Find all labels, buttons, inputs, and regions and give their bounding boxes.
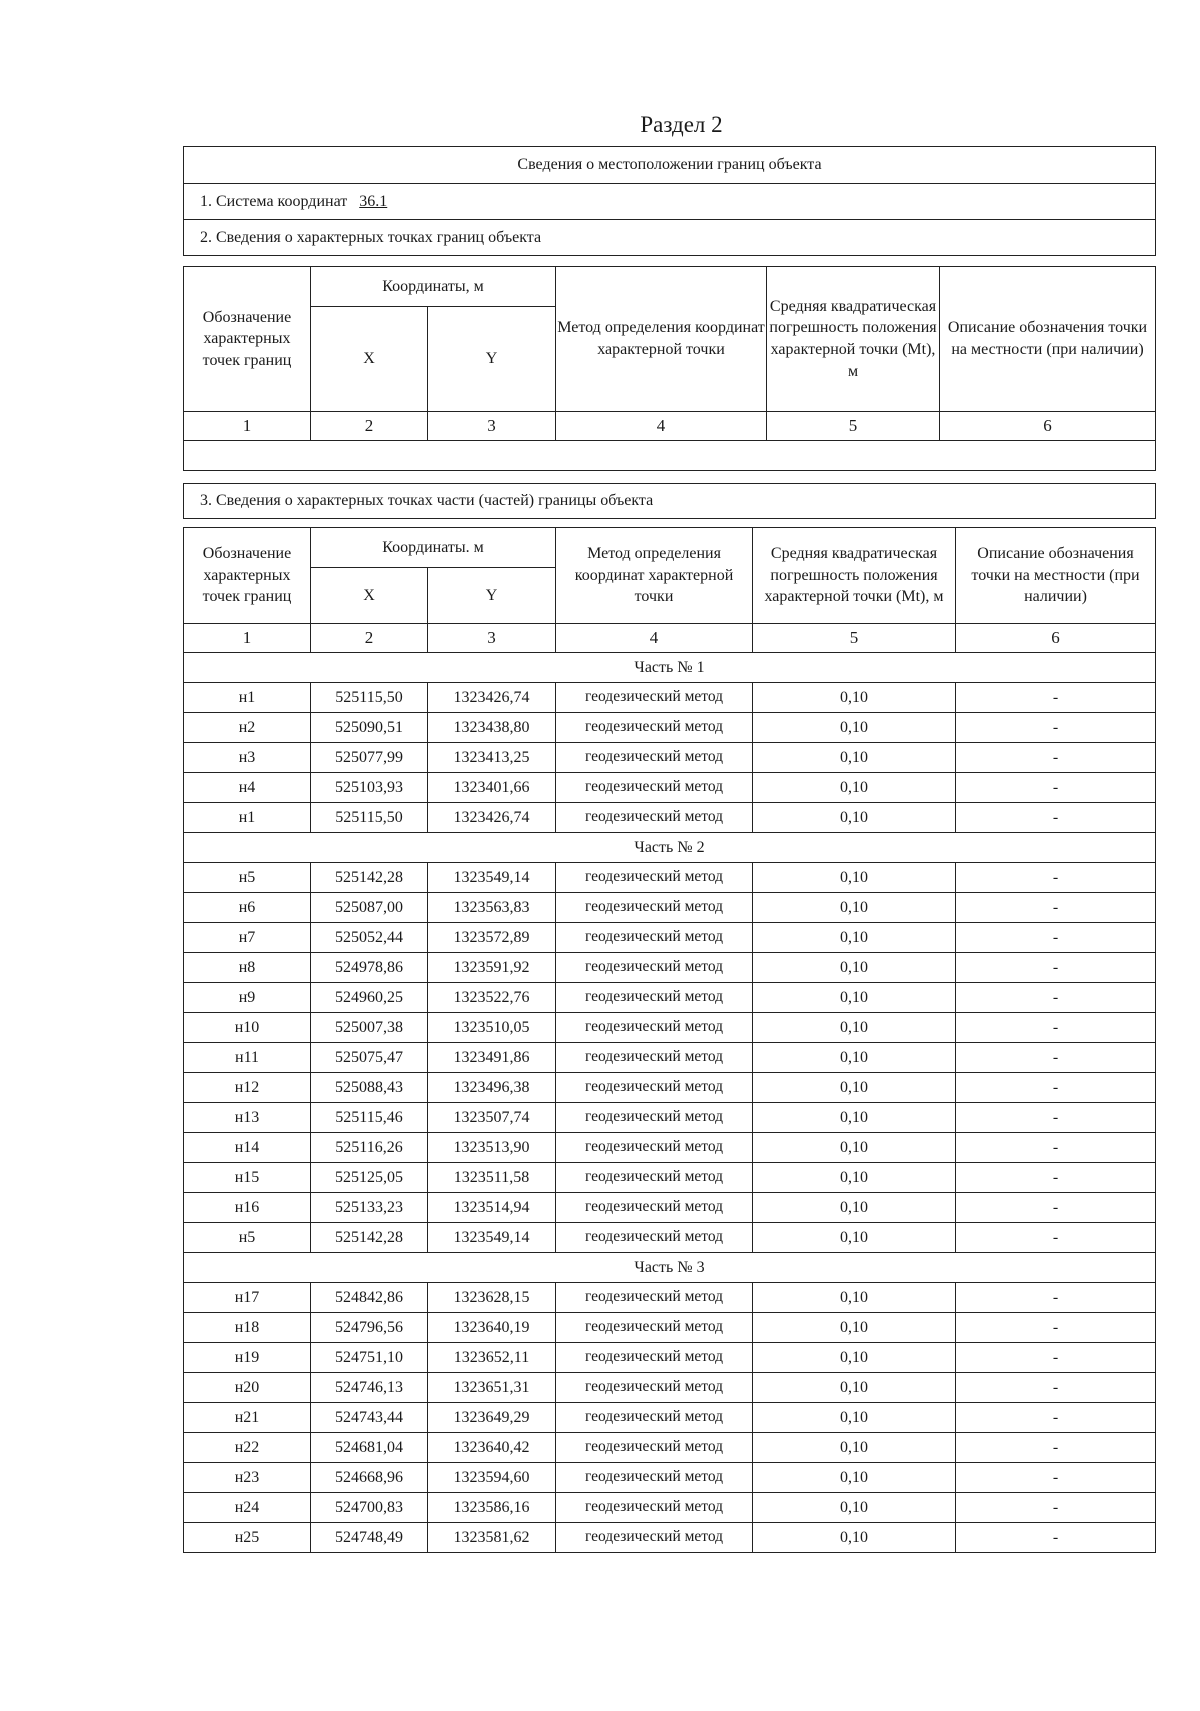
- points-col-number-row: [184, 412, 1156, 441]
- accuracy: 0,10: [753, 1373, 956, 1403]
- col-number: 5: [767, 412, 940, 441]
- accuracy: 0,10: [753, 863, 956, 893]
- point-name: н5: [184, 1223, 311, 1253]
- point-name: н6: [184, 893, 311, 923]
- description: -: [956, 1283, 1156, 1313]
- accuracy: 0,10: [753, 1463, 956, 1493]
- accuracy: 0,10: [753, 983, 956, 1013]
- coord-x: 525125,05: [311, 1163, 428, 1193]
- part-label: Часть № 1: [184, 653, 1156, 683]
- parts-col-accuracy: Средняя квадратическая погрешность положения характерной точки (Mt), м: [753, 528, 956, 624]
- point-name: н19: [184, 1343, 311, 1373]
- point-name: н25: [184, 1523, 311, 1553]
- parts-heading: 3. Сведения о характерных точках части (частей) границы объекта: [184, 484, 1156, 519]
- points-col-y: Y: [428, 307, 556, 412]
- coord-x: 525075,47: [311, 1043, 428, 1073]
- coord-x: 524668,96: [311, 1463, 428, 1493]
- method: геодезический метод: [556, 893, 753, 923]
- coord-y: 1323507,74: [428, 1103, 556, 1133]
- points-heading: 2. Сведения о характерных точках границ объекта: [184, 220, 1156, 256]
- method: геодезический метод: [556, 953, 753, 983]
- description: -: [956, 1343, 1156, 1373]
- coordinate-system-label: 1. Система координат: [200, 192, 348, 210]
- coord-x: 524960,25: [311, 983, 428, 1013]
- description: -: [956, 1523, 1156, 1553]
- table-row: [184, 803, 1156, 833]
- table-row: [184, 1223, 1156, 1253]
- point-name: н13: [184, 1103, 311, 1133]
- description: -: [956, 863, 1156, 893]
- coord-x: 525087,00: [311, 893, 428, 923]
- coord-y: 1323563,83: [428, 893, 556, 923]
- points-col-designation: Обозначение характерных точек границ: [184, 267, 311, 412]
- part-label: Часть № 2: [184, 833, 1156, 863]
- coord-y: 1323496,38: [428, 1073, 556, 1103]
- method: геодезический метод: [556, 863, 753, 893]
- coord-y: 1323413,25: [428, 743, 556, 773]
- coord-x: 524681,04: [311, 1433, 428, 1463]
- section-title: Раздел 2: [640, 112, 723, 137]
- point-name: н22: [184, 1433, 311, 1463]
- accuracy: 0,10: [753, 803, 956, 833]
- point-name: н20: [184, 1373, 311, 1403]
- accuracy: 0,10: [753, 1283, 956, 1313]
- accuracy: 0,10: [753, 773, 956, 803]
- coord-y: 1323522,76: [428, 983, 556, 1013]
- accuracy: 0,10: [753, 1193, 956, 1223]
- parts-col-designation: Обозначение характерных точек границ: [184, 528, 311, 624]
- point-name: н9: [184, 983, 311, 1013]
- col-number: 5: [753, 624, 956, 653]
- coord-y: 1323510,05: [428, 1013, 556, 1043]
- description: -: [956, 1433, 1156, 1463]
- point-name: н5: [184, 863, 311, 893]
- point-name: н17: [184, 1283, 311, 1313]
- coord-x: 524751,10: [311, 1343, 428, 1373]
- coord-y: 1323628,15: [428, 1283, 556, 1313]
- description: -: [956, 1043, 1156, 1073]
- method: геодезический метод: [556, 683, 753, 713]
- coord-x: 524700,83: [311, 1493, 428, 1523]
- coord-x: 525142,28: [311, 1223, 428, 1253]
- method: геодезический метод: [556, 1313, 753, 1343]
- description: -: [956, 1223, 1156, 1253]
- coord-y: 1323426,74: [428, 683, 556, 713]
- method: геодезический метод: [556, 713, 753, 743]
- description: -: [956, 683, 1156, 713]
- coord-x: 525088,43: [311, 1073, 428, 1103]
- table-row: [184, 1523, 1156, 1553]
- coordinate-system-value: 36.1: [359, 192, 388, 210]
- accuracy: 0,10: [753, 1313, 956, 1343]
- coord-x: 525116,26: [311, 1133, 428, 1163]
- coord-x: 525115,46: [311, 1103, 428, 1133]
- method: геодезический метод: [556, 1343, 753, 1373]
- method: геодезический метод: [556, 1223, 753, 1253]
- coord-x: 524842,86: [311, 1283, 428, 1313]
- coord-x: 525142,28: [311, 863, 428, 893]
- object-info-title: Сведения о местоположении границ объекта: [184, 147, 1156, 184]
- table-row: [184, 713, 1156, 743]
- accuracy: 0,10: [753, 1493, 956, 1523]
- part-label: Часть № 3: [184, 1253, 1156, 1283]
- point-name: н3: [184, 743, 311, 773]
- method: геодезический метод: [556, 743, 753, 773]
- table-row: [184, 923, 1156, 953]
- accuracy: 0,10: [753, 743, 956, 773]
- coord-y: 1323511,58: [428, 1163, 556, 1193]
- table-row: [184, 1463, 1156, 1493]
- accuracy: 0,10: [753, 683, 956, 713]
- coord-y: 1323401,66: [428, 773, 556, 803]
- col-number: 1: [184, 412, 311, 441]
- method: геодезический метод: [556, 773, 753, 803]
- method: геодезический метод: [556, 1463, 753, 1493]
- coord-y: 1323549,14: [428, 863, 556, 893]
- description: -: [956, 1493, 1156, 1523]
- table-row: [184, 1163, 1156, 1193]
- coord-y: 1323581,62: [428, 1523, 556, 1553]
- method: геодезический метод: [556, 1103, 753, 1133]
- coord-y: 1323640,42: [428, 1433, 556, 1463]
- point-name: н11: [184, 1043, 311, 1073]
- boundary-points-table: [183, 266, 1156, 471]
- description: -: [956, 983, 1156, 1013]
- method: геодезический метод: [556, 1163, 753, 1193]
- table-row: [184, 1313, 1156, 1343]
- description: -: [956, 1373, 1156, 1403]
- parts-col-description: Описание обозначения точки на местности (при наличии): [956, 528, 1156, 624]
- description: -: [956, 1403, 1156, 1433]
- method: геодезический метод: [556, 1433, 753, 1463]
- accuracy: 0,10: [753, 1223, 956, 1253]
- coord-y: 1323640,19: [428, 1313, 556, 1343]
- table-row: [184, 1343, 1156, 1373]
- table-row: [184, 953, 1156, 983]
- table-row: [184, 1283, 1156, 1313]
- accuracy: 0,10: [753, 1073, 956, 1103]
- table-row: [184, 1403, 1156, 1433]
- coord-x: 524743,44: [311, 1403, 428, 1433]
- method: геодезический метод: [556, 1403, 753, 1433]
- coord-x: 525090,51: [311, 713, 428, 743]
- point-name: н23: [184, 1463, 311, 1493]
- description: -: [956, 1103, 1156, 1133]
- points-col-x: X: [311, 307, 428, 412]
- table-row: [184, 983, 1156, 1013]
- table-row: [184, 1073, 1156, 1103]
- accuracy: 0,10: [753, 1343, 956, 1373]
- description: -: [956, 923, 1156, 953]
- method: геодезический метод: [556, 983, 753, 1013]
- description: -: [956, 1163, 1156, 1193]
- accuracy: 0,10: [753, 713, 956, 743]
- table-row: [184, 1433, 1156, 1463]
- table-row: [184, 743, 1156, 773]
- col-number: 2: [311, 412, 428, 441]
- coord-x: 524978,86: [311, 953, 428, 983]
- col-number: 3: [428, 412, 556, 441]
- col-number: 2: [311, 624, 428, 653]
- part-label-row: [184, 1253, 1156, 1283]
- point-name: н8: [184, 953, 311, 983]
- description: -: [956, 1073, 1156, 1103]
- method: геодезический метод: [556, 1193, 753, 1223]
- table-row: [184, 893, 1156, 923]
- point-name: н15: [184, 1163, 311, 1193]
- point-name: н4: [184, 773, 311, 803]
- table-row: [184, 683, 1156, 713]
- method: геодезический метод: [556, 1043, 753, 1073]
- method: геодезический метод: [556, 1523, 753, 1553]
- description: -: [956, 713, 1156, 743]
- description: -: [956, 1313, 1156, 1343]
- coord-x: 525115,50: [311, 803, 428, 833]
- method: геодезический метод: [556, 1013, 753, 1043]
- coord-y: 1323514,94: [428, 1193, 556, 1223]
- coord-y: 1323572,89: [428, 923, 556, 953]
- table-row: [184, 1373, 1156, 1403]
- col-number: 4: [556, 624, 753, 653]
- table-row: [184, 1493, 1156, 1523]
- point-name: н10: [184, 1013, 311, 1043]
- table-row: [184, 863, 1156, 893]
- object-info-box: [183, 146, 1156, 256]
- point-name: н2: [184, 713, 311, 743]
- accuracy: 0,10: [753, 1103, 956, 1133]
- coord-y: 1323549,14: [428, 1223, 556, 1253]
- coord-y: 1323426,74: [428, 803, 556, 833]
- point-name: н24: [184, 1493, 311, 1523]
- point-name: н18: [184, 1313, 311, 1343]
- method: геодезический метод: [556, 1493, 753, 1523]
- parts-col-x: X: [311, 568, 428, 624]
- part-points-table: [183, 527, 1156, 1553]
- accuracy: 0,10: [753, 1043, 956, 1073]
- coord-y: 1323649,29: [428, 1403, 556, 1433]
- accuracy: 0,10: [753, 953, 956, 983]
- col-number: 1: [184, 624, 311, 653]
- part-label-row: [184, 653, 1156, 683]
- coord-x: 525133,23: [311, 1193, 428, 1223]
- description: -: [956, 1013, 1156, 1043]
- description: -: [956, 743, 1156, 773]
- table-row: [184, 1043, 1156, 1073]
- parts-col-y: Y: [428, 568, 556, 624]
- description: -: [956, 773, 1156, 803]
- point-name: н14: [184, 1133, 311, 1163]
- accuracy: 0,10: [753, 1433, 956, 1463]
- points-col-method: Метод определения координат характерной точки: [556, 267, 767, 412]
- table-row: [184, 773, 1156, 803]
- coord-x: 525077,99: [311, 743, 428, 773]
- table-row: [184, 1103, 1156, 1133]
- points-col-description: Описание обозначения точки на местности (при наличии): [940, 267, 1156, 412]
- accuracy: 0,10: [753, 893, 956, 923]
- coord-y: 1323591,92: [428, 953, 556, 983]
- coordinate-system-row: [184, 184, 1156, 220]
- accuracy: 0,10: [753, 1523, 956, 1553]
- coord-x: 525115,50: [311, 683, 428, 713]
- parts-col-method: Метод определения координат характерной точки: [556, 528, 753, 624]
- accuracy: 0,10: [753, 1133, 956, 1163]
- description: -: [956, 1133, 1156, 1163]
- coord-y: 1323513,90: [428, 1133, 556, 1163]
- description: -: [956, 1463, 1156, 1493]
- method: геодезический метод: [556, 1073, 753, 1103]
- coord-x: 524796,56: [311, 1313, 428, 1343]
- col-number: 6: [956, 624, 1156, 653]
- coord-x: 525007,38: [311, 1013, 428, 1043]
- description: -: [956, 803, 1156, 833]
- table-row: [184, 1133, 1156, 1163]
- col-number: 6: [940, 412, 1156, 441]
- coord-y: 1323652,11: [428, 1343, 556, 1373]
- points-empty-row: [184, 441, 1156, 471]
- description: -: [956, 953, 1156, 983]
- coord-x: 524746,13: [311, 1373, 428, 1403]
- point-name: н1: [184, 683, 311, 713]
- method: геодезический метод: [556, 1283, 753, 1313]
- points-col-accuracy: Средняя квадратическая погрешность положения характерной точки (Mt), м: [767, 267, 940, 412]
- coord-y: 1323438,80: [428, 713, 556, 743]
- parts-col-coords: Координаты. м: [311, 528, 556, 568]
- accuracy: 0,10: [753, 923, 956, 953]
- accuracy: 0,10: [753, 1013, 956, 1043]
- accuracy: 0,10: [753, 1403, 956, 1433]
- description: -: [956, 893, 1156, 923]
- coord-y: 1323586,16: [428, 1493, 556, 1523]
- parts-col-number-row: [184, 624, 1156, 653]
- table-row: [184, 1193, 1156, 1223]
- method: геодезический метод: [556, 1133, 753, 1163]
- description: -: [956, 1193, 1156, 1223]
- coord-y: 1323594,60: [428, 1463, 556, 1493]
- point-name: н12: [184, 1073, 311, 1103]
- coord-x: 524748,49: [311, 1523, 428, 1553]
- accuracy: 0,10: [753, 1163, 956, 1193]
- coord-x: 525103,93: [311, 773, 428, 803]
- table-row: [184, 1013, 1156, 1043]
- method: геодезический метод: [556, 803, 753, 833]
- part-label-row: [184, 833, 1156, 863]
- point-name: н1: [184, 803, 311, 833]
- col-number: 3: [428, 624, 556, 653]
- coord-y: 1323651,31: [428, 1373, 556, 1403]
- point-name: н16: [184, 1193, 311, 1223]
- method: геодезический метод: [556, 923, 753, 953]
- coord-x: 525052,44: [311, 923, 428, 953]
- col-number: 4: [556, 412, 767, 441]
- points-col-coords: Координаты, м: [311, 267, 556, 307]
- point-name: н7: [184, 923, 311, 953]
- method: геодезический метод: [556, 1373, 753, 1403]
- parts-heading-box: [183, 483, 1156, 519]
- point-name: н21: [184, 1403, 311, 1433]
- coord-y: 1323491,86: [428, 1043, 556, 1073]
